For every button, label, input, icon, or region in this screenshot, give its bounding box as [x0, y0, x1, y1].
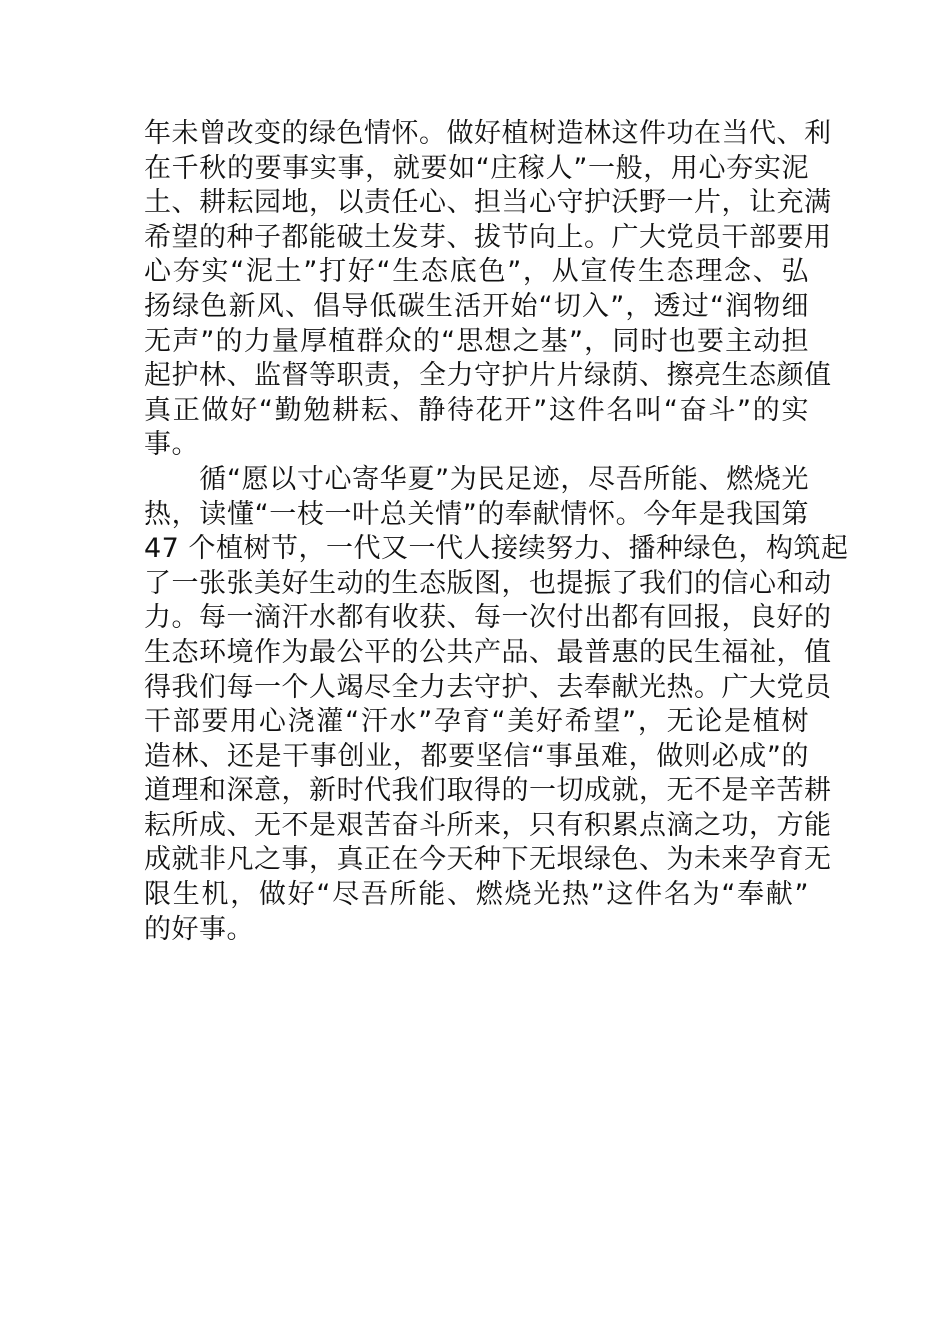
paragraph-line: 耘所成、无不是艰苦奋斗所来，只有积累点滴之功，方能: [144, 809, 832, 841]
paragraph-line: 扬绿色新风、倡导低碳生活开始“切入”，透过“润物细: [144, 290, 809, 322]
paragraph-1: [144, 117, 832, 463]
paragraph-line: 心夯实“泥土”打好“生态底色”，从宣传生态理念、弘: [144, 256, 809, 288]
paragraph-line: 热，读懂“一枝一叶总关情”的奉献情怀。今年是我国第: [144, 498, 809, 530]
paragraph-line: 了一张张美好生动的生态版图，也提振了我们的信心和动: [144, 567, 832, 599]
paragraph-line: 限生机，做好“尽吾所能、燃烧光热”这件名为“奉献”: [144, 879, 809, 911]
paragraph-line: 生态环境作为最公平的公共产品、最普惠的民生福祉，值: [144, 636, 832, 668]
paragraph-line: 无声”的力量厚植群众的“思想之基”，同时也要主动担: [144, 325, 809, 357]
paragraph-line: 道理和深意，新时代我们取得的一切成就，无不是辛苦耕: [144, 775, 832, 807]
paragraph-line: 成就非凡之事，真正在今天种下无垠绿色、为未来孕育无: [144, 844, 832, 876]
paragraph-line: 希望的种子都能破土发芽、拔节向上。广大党员干部要用: [144, 221, 832, 253]
document-body: [144, 117, 849, 947]
paragraph-line: 在千秋的要事实事，就要如“庄稼人”一般，用心夯实泥: [144, 152, 809, 184]
paragraph-line: 年未曾改变的绿色情怀。做好植树造林这件功在当代、利: [144, 118, 832, 149]
paragraph-line: 事。: [144, 429, 199, 461]
paragraph-line: 47 个植树节，一代又一代人接续努力、播种绿色，构筑起: [144, 533, 849, 565]
paragraph-line: 力。每一滴汗水都有收获、每一次付出都有回报，良好的: [144, 602, 832, 634]
paragraph-line: 得我们每一个人竭尽全力去守护、去奉献光热。广大党员: [144, 671, 832, 703]
paragraph-line: 起护林、监督等职责，全力守护片片绿荫、擦亮生态颜值: [144, 360, 832, 392]
paragraph-2: [144, 463, 849, 947]
paragraph-line: 土、耕耘园地，以责任心、担当心守护沃野一片，让充满: [144, 187, 832, 219]
paragraph-line: 循“愿以寸心寄华夏”为民足迹，尽吾所能、燃烧光: [144, 463, 809, 495]
paragraph-line: 干部要用心浇灌“汗水”孕育“美好希望”，无论是植树: [144, 706, 809, 738]
paragraph-line: 造林、还是干事创业，都要坚信“事虽难，做则必成”的: [144, 740, 809, 772]
paragraph-line: 真正做好“勤勉耕耘、静待花开”这件名叫“奋斗”的实: [144, 394, 809, 426]
paragraph-line: 的好事。: [144, 913, 254, 945]
